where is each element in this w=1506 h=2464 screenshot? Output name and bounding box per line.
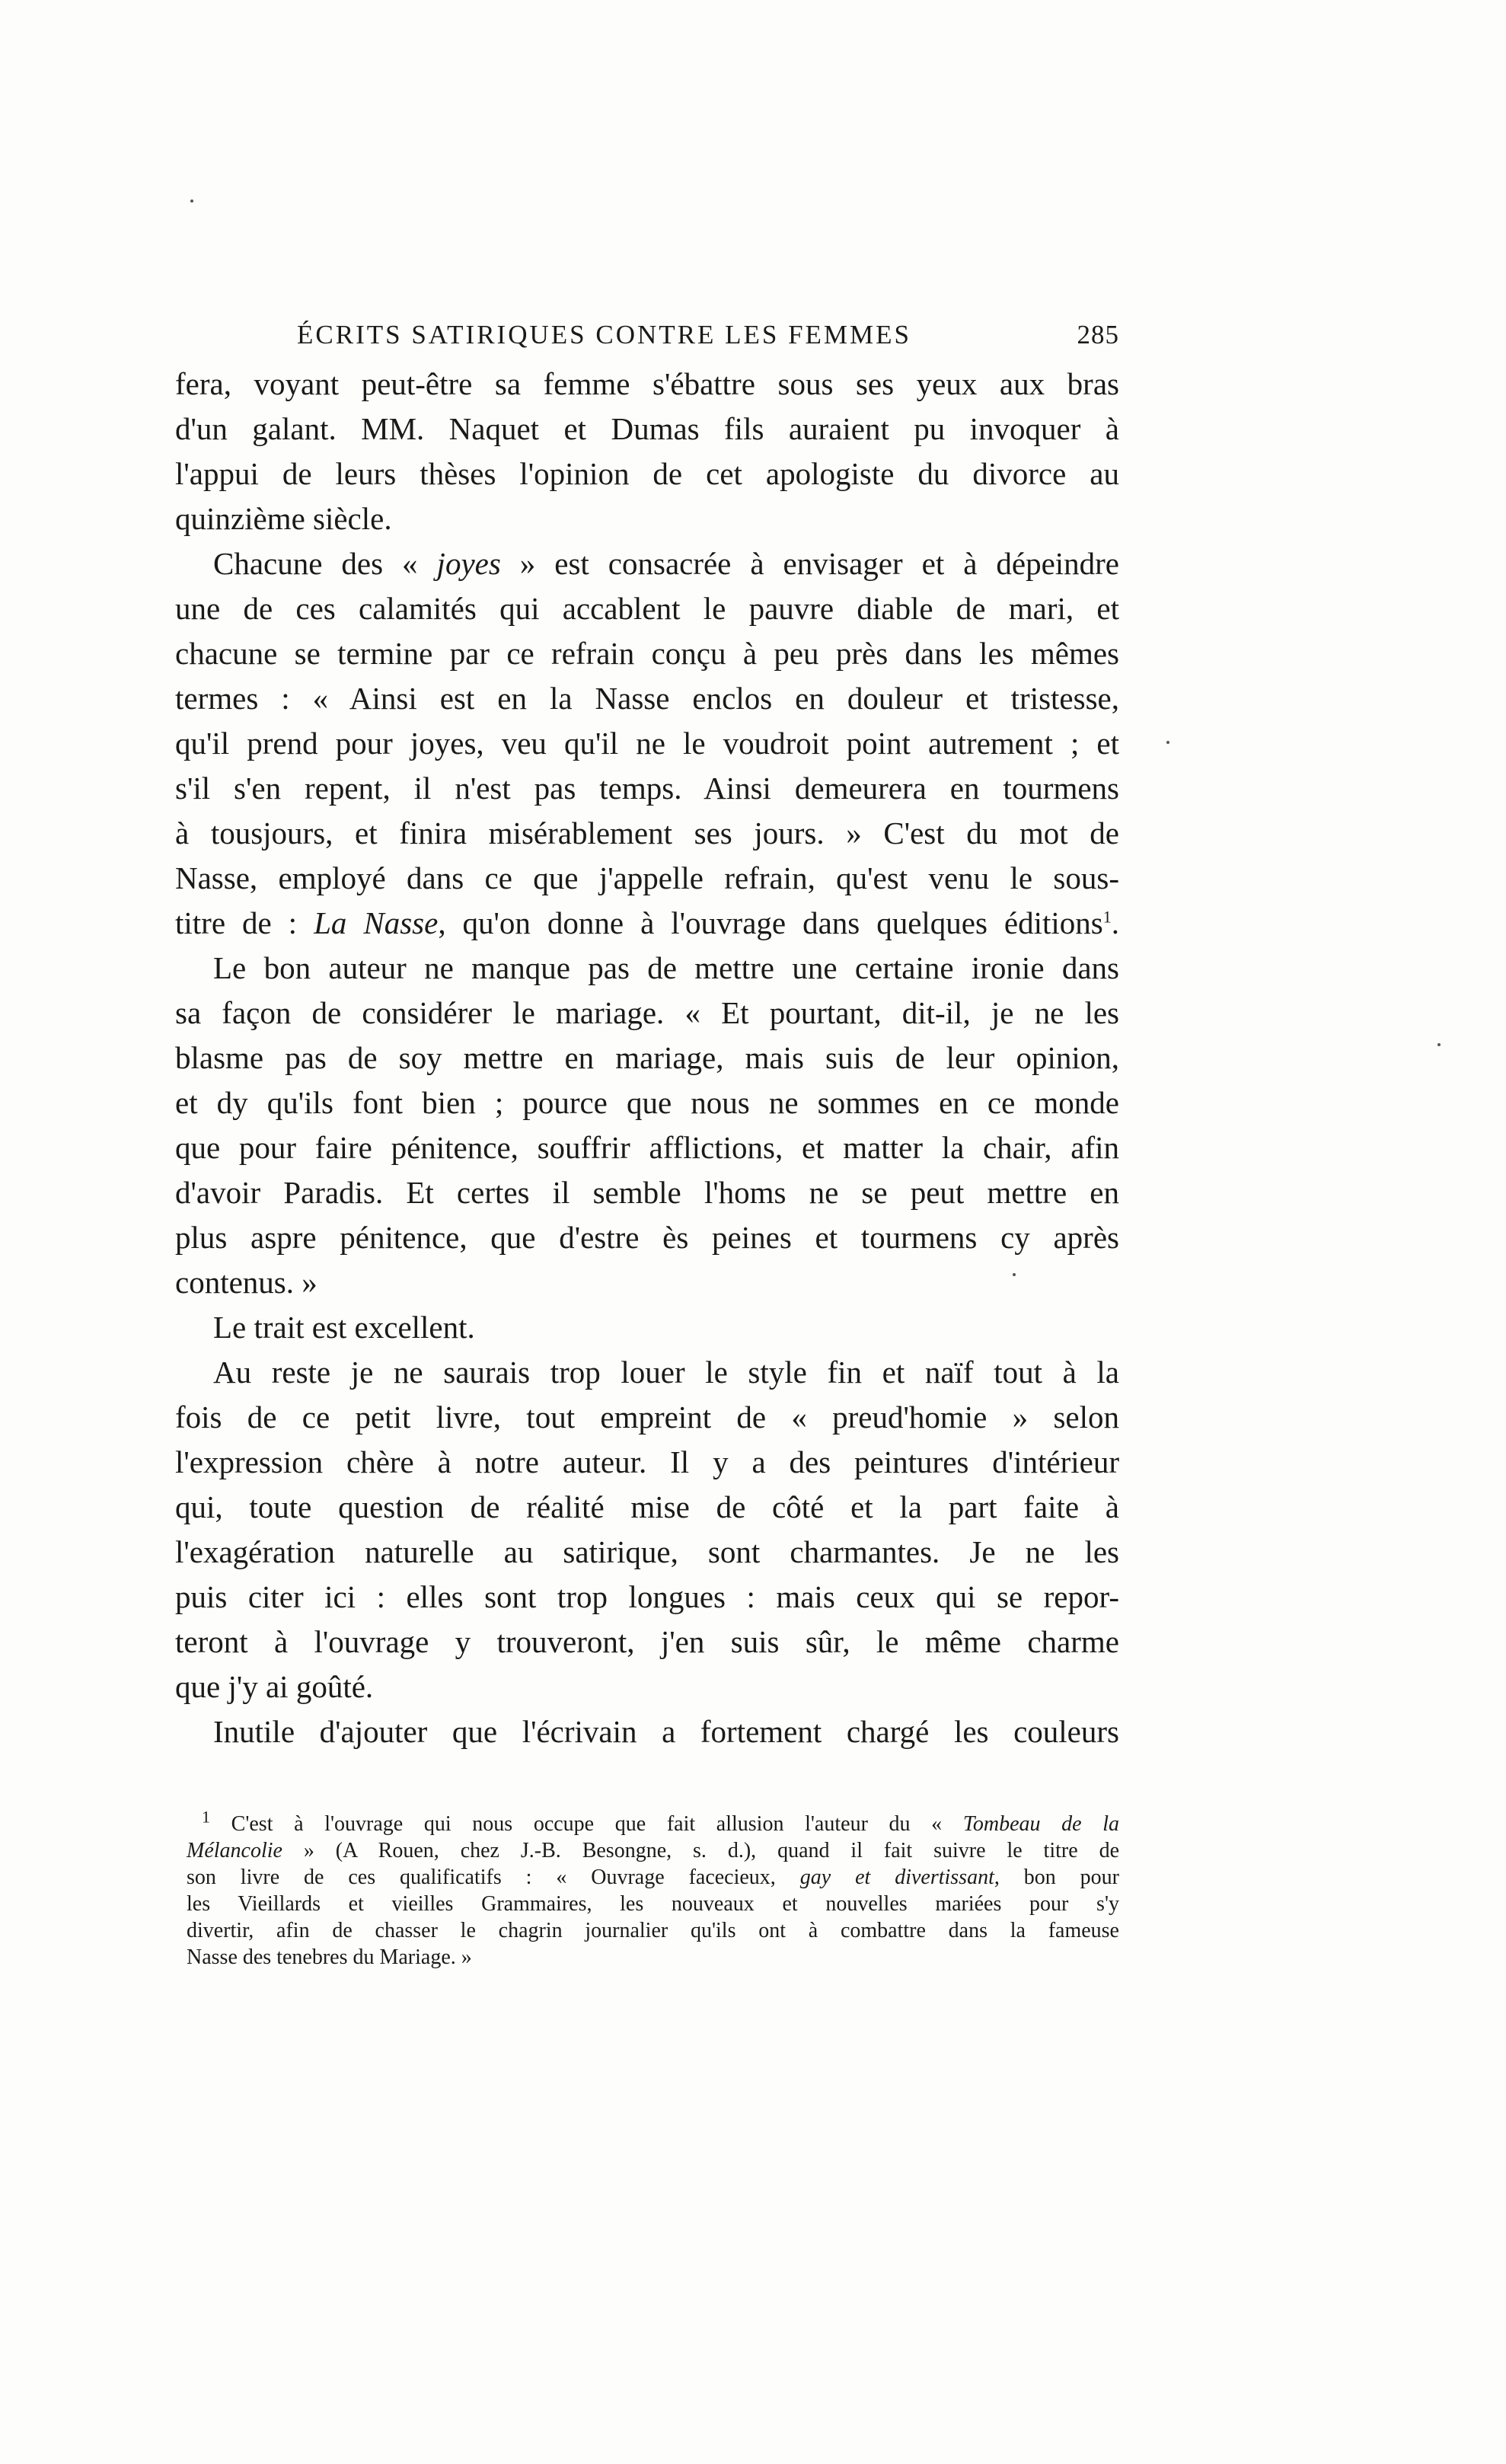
- text-line: quinzième siècle.: [175, 501, 392, 536]
- text-line: plus aspre pénitence, que d'estre ès peines et tourmens cy après: [175, 1220, 1119, 1255]
- text-line: l'appui de leurs thèses l'opinion de cet apologiste du divorce au: [175, 456, 1119, 491]
- footnote-italic: Tombeau de la: [962, 1812, 1119, 1836]
- running-header: [175, 320, 1119, 358]
- footnote-line: [187, 1807, 1119, 1837]
- text-line: [175, 541, 1119, 586]
- text-line: Inutile d'ajouter que l'écrivain a fortement chargé les couleurs: [213, 1714, 1119, 1749]
- text-line: qu'il prend pour joyes, veu qu'il ne le voudroit point autrement ; et: [175, 726, 1119, 761]
- text-fragment: .: [1111, 905, 1119, 940]
- text-line: d'avoir Paradis. Et certes il semble l'homs ne se peut mettre en: [175, 1175, 1119, 1210]
- running-title: ÉCRITS SATIRIQUES CONTRE LES FEMMES: [297, 320, 912, 349]
- footnote-line: [187, 1837, 1119, 1864]
- text-line: que pour faire pénitence, souffrir afflictions, et matter la chair, afin: [175, 1130, 1119, 1165]
- footnote-fragment: , bon pour: [994, 1866, 1120, 1889]
- text-line: [175, 901, 1119, 946]
- text-fragment: Chacune des «: [213, 546, 437, 581]
- footnote-line: [187, 1864, 1119, 1891]
- text-line: Au reste je ne saurais trop louer le style fin et naïf tout à la: [213, 1355, 1119, 1390]
- text-line: sa façon de considérer le mariage. « Et pourtant, dit-il, je ne les: [175, 995, 1119, 1030]
- text-line: que j'y ai goûté.: [175, 1669, 374, 1704]
- footnote-fragment: » (A Rouen, chez J.-B. Besongne, s. d.), quand il fait suivre le titre de: [282, 1839, 1119, 1862]
- page-number: 285: [1077, 320, 1119, 349]
- text-line: l'exagération naturelle au satirique, sont charmantes. Je ne les: [175, 1534, 1119, 1569]
- italic-term: joyes: [436, 546, 501, 581]
- ink-speck: [190, 199, 193, 203]
- text-fragment: » est consacrée à envisager et à dépeindre: [500, 546, 1120, 581]
- footnote-italic: gay et divertissant: [799, 1866, 994, 1889]
- text-line: et dy qu'ils font bien ; pource que nous ne sommes en ce monde: [175, 1085, 1119, 1120]
- text-line: teront à l'ouvrage y trouveront, j'en suis sûr, le même charme: [175, 1624, 1119, 1659]
- text-line: l'expression chère à notre auteur. Il y a des peintures d'intérieur: [175, 1444, 1119, 1479]
- ink-speck: [1437, 1043, 1441, 1046]
- footnote-reference[interactable]: 1: [1102, 907, 1112, 927]
- text-line: Le bon auteur ne manque pas de mettre une certaine ironie dans: [213, 950, 1119, 985]
- text-line: contenus. »: [175, 1265, 317, 1300]
- ink-speck: [1166, 741, 1169, 744]
- footnote-line: les Vieillards et vieilles Grammaires, les nouveaux et nouvelles mariées pour s'y: [187, 1892, 1119, 1916]
- text-line: fois de ce petit livre, tout empreint de « preud'homie » selon: [175, 1400, 1119, 1435]
- italic-title: La Nasse: [314, 905, 439, 940]
- text-line: à tousjours, et finira misérablement ses jours. » C'est du mot de: [175, 815, 1119, 851]
- text-line: Nasse, employé dans ce que j'appelle refrain, qu'est venu le sous-: [175, 860, 1119, 895]
- text-line: qui, toute question de réalité mise de côté et la part faite à: [175, 1489, 1119, 1524]
- footnote-marker: 1: [202, 1807, 210, 1827]
- text-fragment: , qu'on donne à l'ouvrage dans quelques éditions: [438, 905, 1103, 940]
- body-text: [175, 362, 1119, 1754]
- text-fragment: titre de :: [175, 905, 314, 940]
- footnote: [187, 1807, 1120, 1971]
- text-line: chacune se termine par ce refrain conçu à peu près dans les mêmes: [175, 636, 1119, 671]
- text-line: puis citer ici : elles sont trop longues : mais ceux qui se repor-: [175, 1579, 1119, 1614]
- footnote-line: Nasse des tenebres du Mariage. »: [187, 1945, 472, 1969]
- footnote-italic: Mélancolie: [187, 1839, 282, 1862]
- text-line: s'il s'en repent, il n'est pas temps. Ainsi demeurera en tourmens: [175, 771, 1119, 806]
- text-line: termes : « Ainsi est en la Nasse enclos en douleur et tristesse,: [175, 681, 1119, 716]
- text-line: fera, voyant peut-être sa femme s'ébattre sous ses yeux aux bras: [175, 366, 1119, 401]
- footnote-fragment: son livre de ces qualificatifs : « Ouvrage facecieux,: [187, 1866, 800, 1889]
- footnote-fragment: C'est à l'ouvrage qui nous occupe que fait allusion l'auteur du «: [210, 1812, 963, 1836]
- text-line: une de ces calamités qui accablent le pauvre diable de mari, et: [175, 591, 1119, 626]
- text-line: blasme pas de soy mettre en mariage, mais suis de leur opinion,: [175, 1040, 1119, 1075]
- text-line: d'un galant. MM. Naquet et Dumas fils auraient pu invoquer à: [175, 411, 1119, 446]
- footnote-line: divertir, afin de chasser le chagrin journalier qu'ils ont à combattre dans la fameuse: [187, 1919, 1119, 1942]
- text-line: Le trait est excellent.: [213, 1310, 475, 1345]
